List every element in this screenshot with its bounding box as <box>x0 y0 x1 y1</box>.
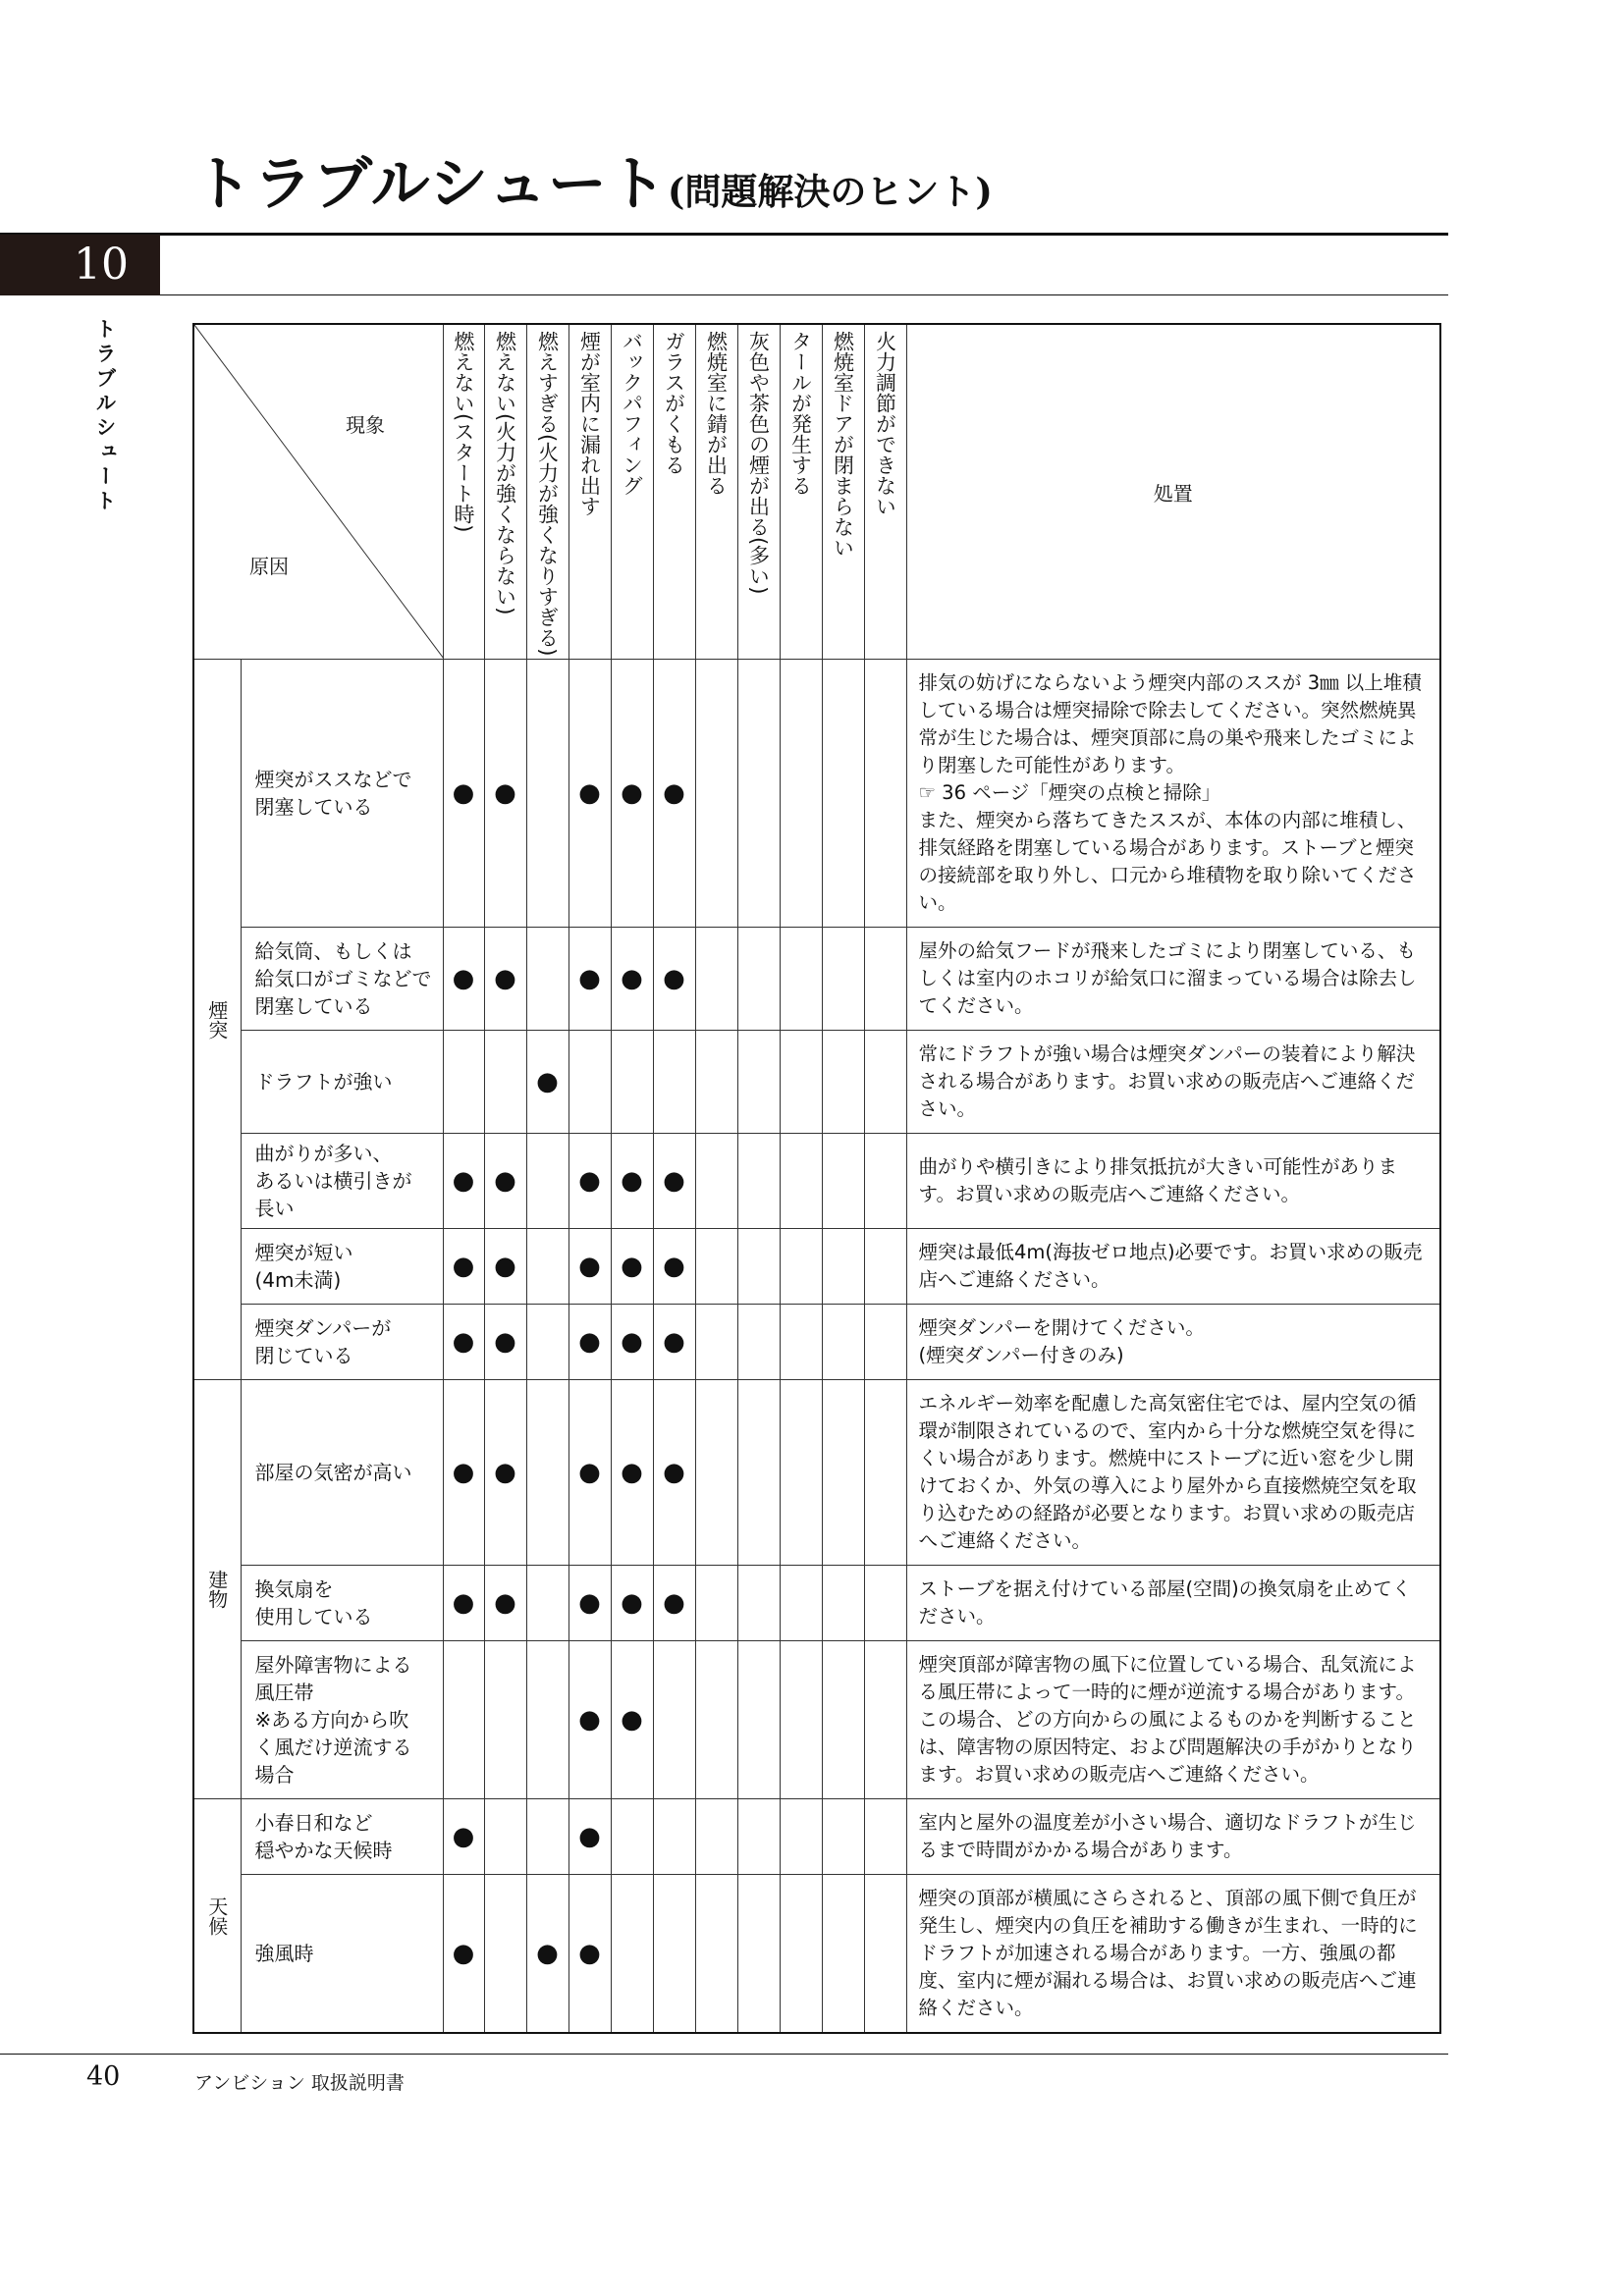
action-header: 処置 <box>906 324 1440 660</box>
mark-empty <box>822 1566 864 1641</box>
symptom-label: 燃えない(火力が強くならない) <box>493 331 517 615</box>
phenomenon-label: 現象 <box>346 413 385 437</box>
page-title <box>193 137 993 222</box>
mark-empty <box>864 1031 906 1134</box>
category-cell <box>193 1380 241 1799</box>
mark-dot: ● <box>443 1305 484 1380</box>
mark-empty <box>864 1305 906 1380</box>
table-row <box>193 1566 1440 1641</box>
mark-dot: ● <box>568 1134 611 1229</box>
mark-dot: ● <box>526 1031 568 1134</box>
mark-empty <box>737 928 780 1031</box>
cause-cell: ドラフトが強い <box>241 1031 443 1134</box>
mark-empty <box>822 1134 864 1229</box>
mark-empty <box>695 1799 737 1875</box>
mark-empty <box>822 1380 864 1566</box>
mark-empty <box>737 660 780 928</box>
cause-cell: 煙突ダンパーが 閉じている <box>241 1305 443 1380</box>
symptom-label: 燃えない(スタート時) <box>452 331 475 533</box>
mark-dot: ● <box>568 660 611 928</box>
cause-cell: 部屋の気密が高い <box>241 1380 443 1566</box>
footer-rule <box>0 2054 1448 2055</box>
mark-empty <box>526 1380 568 1566</box>
mark-empty <box>780 1566 822 1641</box>
mark-dot: ● <box>526 1875 568 2034</box>
mark-empty <box>864 1641 906 1799</box>
mark-dot: ● <box>443 928 484 1031</box>
mark-empty <box>737 1031 780 1134</box>
mark-empty <box>780 1229 822 1305</box>
symptom-header <box>737 324 780 660</box>
category-cell <box>193 1799 241 2034</box>
mark-dot: ● <box>568 1641 611 1799</box>
mark-dot: ● <box>611 1380 653 1566</box>
action-cell: 排気の妨げにならないよう煙突内部のススが 3㎜ 以上堆積している場合は煙突掃除で除去してください。突然燃焼異常が生じた場合は、煙突頂部に鳥の巣や飛来したゴミにより閉塞した可能性があります。 ☞ 36 ページ「煙突の点検と掃除」 また、煙突から落ちてきたススが、本体の内部に堆積し、排気経路を閉塞している場合があります。ストーブと煙突の接続部を取り外し、口元から堆積物を取り除いてください。 <box>906 660 1440 928</box>
table-row <box>193 1134 1440 1229</box>
action-cell: 室内と屋外の温度差が小さい場合、適切なドラフトが生じるまで時間がかかる場合があります。 <box>906 1799 1440 1875</box>
table-row <box>193 1031 1440 1134</box>
title-main: トラブルシュート <box>193 150 668 219</box>
mark-empty <box>780 660 822 928</box>
mark-empty <box>737 1229 780 1305</box>
symptom-header <box>568 324 611 660</box>
mark-dot: ● <box>653 1229 695 1305</box>
symptom-label: 灰色や茶色の煙が出る(多い) <box>746 331 771 595</box>
action-cell: 曲がりや横引きにより排気抵抗が大きい可能性があります。お買い求めの販売店へご連絡ください。 <box>906 1134 1440 1229</box>
symptom-label: 燃焼室ドアが閉まらない <box>831 331 855 558</box>
cause-cell: 小春日和など 穏やかな天候時 <box>241 1799 443 1875</box>
category-label: 煙突 <box>204 999 229 1040</box>
cause-label: 原因 <box>249 555 289 578</box>
mark-empty <box>526 1641 568 1799</box>
mark-empty <box>695 1134 737 1229</box>
mark-dot: ● <box>443 1380 484 1566</box>
mark-dot: ● <box>568 1229 611 1305</box>
mark-dot: ● <box>568 1799 611 1875</box>
mark-empty <box>526 660 568 928</box>
mark-empty <box>611 1875 653 2034</box>
mark-empty <box>526 928 568 1031</box>
table-row <box>193 928 1440 1031</box>
mark-empty <box>780 1380 822 1566</box>
symptom-label: 燃えすぎる(火力が強くなりすぎる) <box>535 331 560 657</box>
chapter-number-badge: 10 <box>0 235 160 295</box>
mark-empty <box>611 1031 653 1134</box>
mark-empty <box>737 1875 780 2034</box>
cause-cell: 煙突が短い (4m未満) <box>241 1229 443 1305</box>
symptom-header <box>822 324 864 660</box>
symptom-label: タールが発生する <box>788 331 813 496</box>
mark-empty <box>737 1566 780 1641</box>
mark-empty <box>780 928 822 1031</box>
mark-empty <box>695 1641 737 1799</box>
mark-dot: ● <box>653 1305 695 1380</box>
mark-dot: ● <box>568 1380 611 1566</box>
mark-dot: ● <box>611 1229 653 1305</box>
mark-empty <box>822 1799 864 1875</box>
category-label: 建物 <box>204 1570 229 1609</box>
mark-empty <box>737 1380 780 1566</box>
table-row <box>193 660 1440 928</box>
mark-empty <box>526 1305 568 1380</box>
mark-empty <box>653 1875 695 2034</box>
table-row <box>193 1641 1440 1799</box>
mark-dot: ● <box>653 1566 695 1641</box>
action-cell: 屋外の給気フードが飛来したゴミにより閉塞している、もしくは室内のホコリが給気口に溜まっている場合は除去してください。 <box>906 928 1440 1031</box>
symptom-label: バックパフィング <box>620 331 644 496</box>
mark-empty <box>484 1799 526 1875</box>
mark-dot: ● <box>484 1134 526 1229</box>
symptom-header <box>780 324 822 660</box>
mark-dot: ● <box>611 1305 653 1380</box>
mark-empty <box>864 1229 906 1305</box>
mark-dot: ● <box>484 1305 526 1380</box>
table-row <box>193 1305 1440 1380</box>
mark-empty <box>695 1229 737 1305</box>
mark-empty <box>653 1799 695 1875</box>
mark-empty <box>780 1305 822 1380</box>
header-rule <box>0 233 1448 236</box>
symptom-header <box>611 324 653 660</box>
mark-dot: ● <box>443 1875 484 2034</box>
mark-empty <box>864 660 906 928</box>
mark-empty <box>864 1875 906 2034</box>
table-row <box>193 1799 1440 1875</box>
mark-empty <box>737 1305 780 1380</box>
mark-empty <box>653 1031 695 1134</box>
category-cell <box>193 660 241 1380</box>
mark-dot: ● <box>484 1566 526 1641</box>
mark-empty <box>695 1380 737 1566</box>
mark-empty <box>822 1305 864 1380</box>
cause-cell: 換気扇を 使用している <box>241 1566 443 1641</box>
mark-dot: ● <box>653 1380 695 1566</box>
mark-dot: ● <box>443 1229 484 1305</box>
diagonal-line <box>194 325 444 659</box>
mark-dot: ● <box>568 1875 611 2034</box>
mark-empty <box>526 1229 568 1305</box>
mark-empty <box>780 1134 822 1229</box>
action-cell: 煙突ダンパーを開けてください。 (煙突ダンパー付きのみ) <box>906 1305 1440 1380</box>
symptom-label: 煙が室内に漏れ出す <box>577 331 602 516</box>
action-cell: 煙突は最低4m(海抜ゼロ地点)必要です。お買い求めの販売店へご連絡ください。 <box>906 1229 1440 1305</box>
mark-empty <box>822 1875 864 2034</box>
diagonal-header-cell <box>193 324 443 660</box>
mark-empty <box>695 1031 737 1134</box>
mark-dot: ● <box>611 1134 653 1229</box>
mark-dot: ● <box>653 1134 695 1229</box>
mark-dot: ● <box>611 1641 653 1799</box>
mark-dot: ● <box>484 1229 526 1305</box>
mark-empty <box>737 1641 780 1799</box>
table-row <box>193 1380 1440 1566</box>
mark-empty <box>443 1031 484 1134</box>
table-row <box>193 1875 1440 2034</box>
mark-empty <box>780 1875 822 2034</box>
mark-empty <box>822 928 864 1031</box>
side-section-label: トラブルシュート <box>93 318 117 514</box>
mark-dot: ● <box>443 1134 484 1229</box>
symptom-header <box>864 324 906 660</box>
mark-empty <box>695 1566 737 1641</box>
table-row <box>193 1229 1440 1305</box>
mark-dot: ● <box>443 660 484 928</box>
action-cell: 煙突の頂部が横風にさらされると、頂部の風下側で負圧が発生し、煙突内の負圧を補助する働きが生まれ、一時的にドラフトが加速される場合があります。一方、強風の都度、室内に煙が漏れる場合は、お買い求めの販売店へご連絡ください。 <box>906 1875 1440 2034</box>
title-subtitle: (問題解決のヒント) <box>667 170 993 213</box>
mark-dot: ● <box>653 660 695 928</box>
page-number: 40 <box>86 2061 121 2092</box>
mark-empty <box>737 1134 780 1229</box>
table-header-row <box>193 324 1440 660</box>
mark-dot: ● <box>568 1305 611 1380</box>
troubleshooting-table <box>192 323 1441 2034</box>
symptom-label: ガラスがくもる <box>662 331 686 475</box>
mark-empty <box>484 1641 526 1799</box>
mark-empty <box>484 1875 526 2034</box>
mark-empty <box>695 1305 737 1380</box>
mark-empty <box>864 1566 906 1641</box>
symptom-header <box>695 324 737 660</box>
category-label: 天候 <box>204 1896 229 1936</box>
cause-cell: 強風時 <box>241 1875 443 2034</box>
symptom-header <box>526 324 568 660</box>
mark-dot: ● <box>611 928 653 1031</box>
mark-dot: ● <box>484 928 526 1031</box>
action-cell: ストーブを据え付けている部屋(空間)の換気扇を止めてください。 <box>906 1566 1440 1641</box>
mark-empty <box>864 1134 906 1229</box>
mark-empty <box>780 1799 822 1875</box>
mark-empty <box>526 1134 568 1229</box>
mark-empty <box>822 1031 864 1134</box>
cause-cell: 曲がりが多い、 あるいは横引きが 長い <box>241 1134 443 1229</box>
mark-empty <box>653 1641 695 1799</box>
mark-empty <box>526 1799 568 1875</box>
mark-empty <box>568 1031 611 1134</box>
mark-dot: ● <box>653 928 695 1031</box>
mark-empty <box>484 1031 526 1134</box>
mark-dot: ● <box>611 1566 653 1641</box>
mark-empty <box>695 660 737 928</box>
mark-empty <box>864 1380 906 1566</box>
cause-cell: 屋外障害物による 風圧帯 ※ある方向から吹 く風だけ逆流する 場合 <box>241 1641 443 1799</box>
mark-empty <box>822 1641 864 1799</box>
mark-empty <box>695 1875 737 2034</box>
action-cell: 煙突頂部が障害物の風下に位置している場合、乱気流による風圧帯によって一時的に煙が逆流する場合があります。この場合、どの方向からの風によるものかを判断することは、障害物の原因特定、および問題解決の手がかりとなります。お買い求めの販売店へご連絡ください。 <box>906 1641 1440 1799</box>
mark-dot: ● <box>443 1799 484 1875</box>
mark-empty <box>526 1566 568 1641</box>
symptom-header <box>653 324 695 660</box>
mark-dot: ● <box>484 1380 526 1566</box>
action-cell: 常にドラフトが強い場合は煙突ダンパーの装着により解決される場合があります。お買い求めの販売店へご連絡ください。 <box>906 1031 1440 1134</box>
cause-cell: 給気筒、もしくは 給気口がゴミなどで 閉塞している <box>241 928 443 1031</box>
mark-empty <box>611 1799 653 1875</box>
cause-cell: 煙突がススなどで 閉塞している <box>241 660 443 928</box>
mark-empty <box>443 1641 484 1799</box>
mark-empty <box>822 660 864 928</box>
mark-dot: ● <box>484 660 526 928</box>
mark-empty <box>780 1641 822 1799</box>
mark-empty <box>695 928 737 1031</box>
symptom-label: 燃焼室に錆が出る <box>704 331 729 496</box>
mark-dot: ● <box>568 1566 611 1641</box>
mark-empty <box>864 928 906 1031</box>
mark-dot: ● <box>443 1566 484 1641</box>
mark-dot: ● <box>568 928 611 1031</box>
mark-empty <box>864 1799 906 1875</box>
mark-empty <box>780 1031 822 1134</box>
mark-dot: ● <box>611 660 653 928</box>
footer-manual-title: アンビション 取扱説明書 <box>194 2072 405 2094</box>
symptom-header <box>484 324 526 660</box>
table-body <box>193 660 1440 2034</box>
symptom-header <box>443 324 484 660</box>
mark-empty <box>822 1229 864 1305</box>
mark-empty <box>737 1799 780 1875</box>
action-cell: エネルギー効率を配慮した高気密住宅では、屋内空気の循環が制限されているので、室内から十分な燃焼空気を得にくい場合があります。燃焼中にストーブに近い窓を少し開けておくか、外気の導入により屋外から直接燃焼空気を取り込むための経路が必要となります。お買い求めの販売店へご連絡ください。 <box>906 1380 1440 1566</box>
header-subrule <box>160 294 1448 295</box>
symptom-label: 火力調節ができない <box>873 331 897 516</box>
